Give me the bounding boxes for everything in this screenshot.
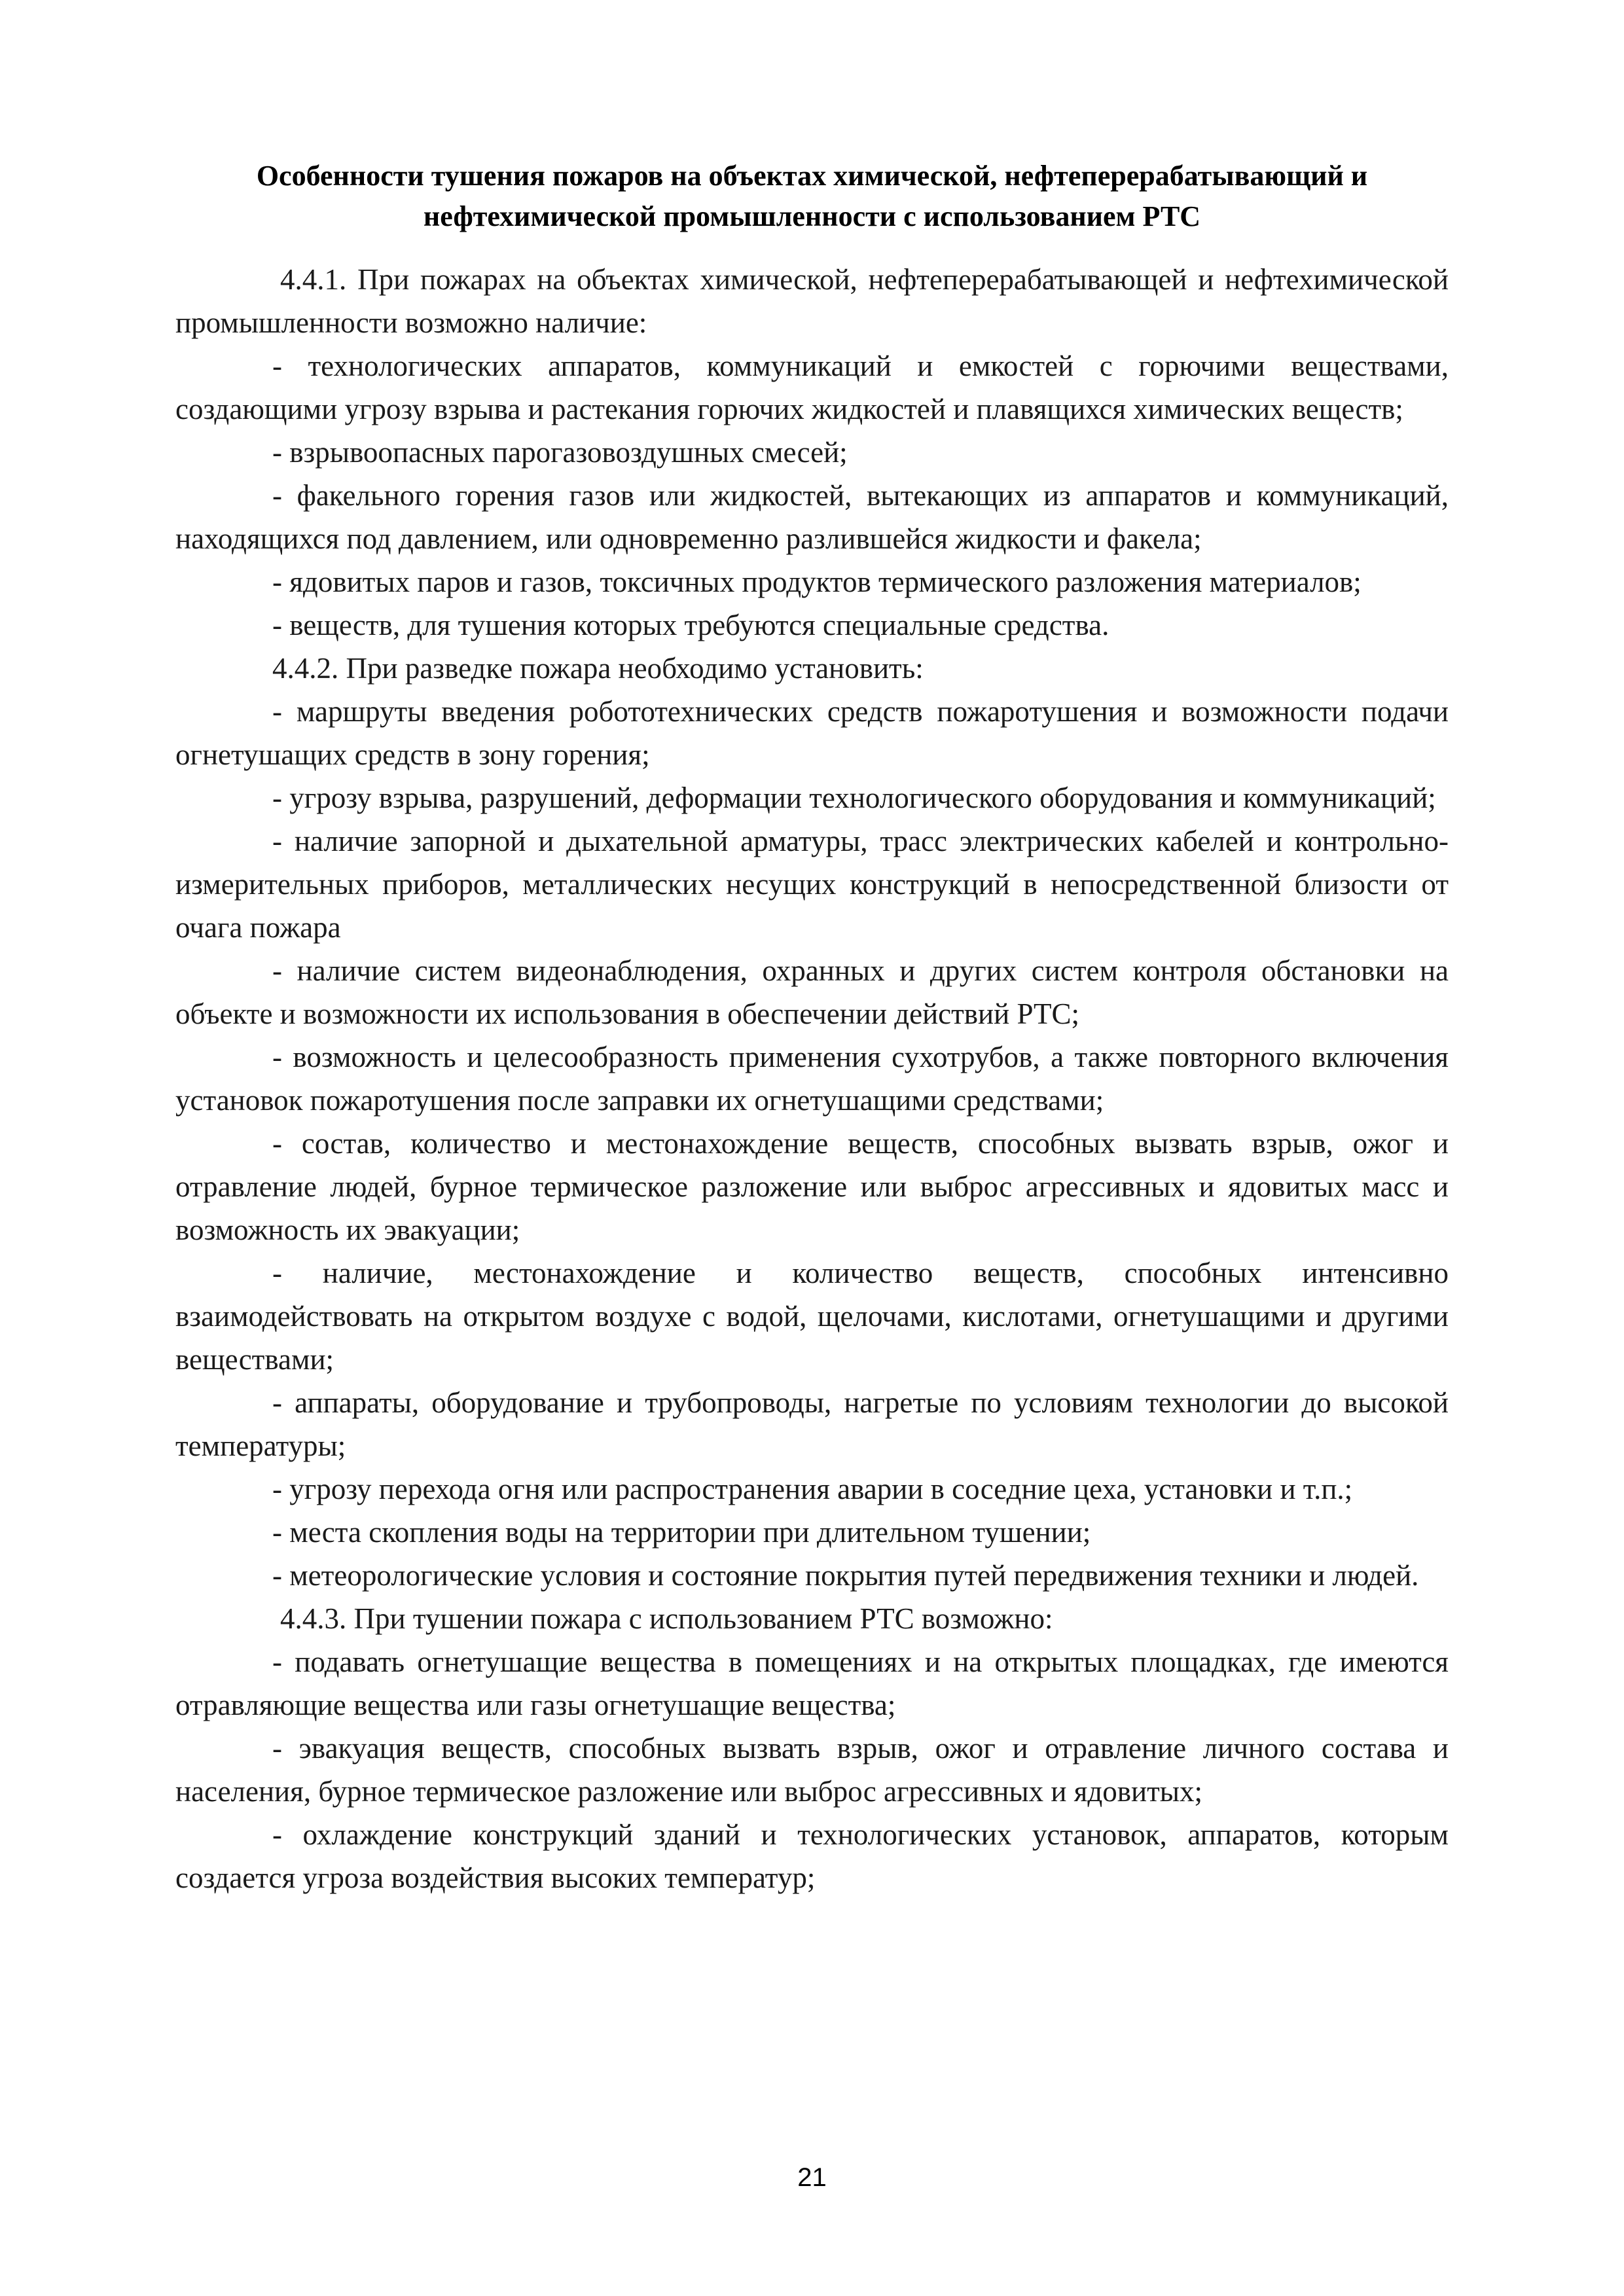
section-heading bbox=[175, 156, 1449, 237]
paragraph-4-4-3: 4.4.3. При тушении пожара с использованием РТС возможно: bbox=[280, 1602, 1053, 1635]
list-item: - состав, количество и местонахождение веществ, способных вызвать взрыв, ожог и отравление людей, бурное термическое разложение или выброс агрессивных и ядовитых масс и возможность их эвакуации; bbox=[175, 1127, 1449, 1246]
list-item: - угрозу взрыва, разрушений, деформации технологического оборудования и коммуникаций; bbox=[272, 781, 1436, 814]
list-item: - метеорологические условия и состояние покрытия путей передвижения техники и людей. bbox=[272, 1559, 1419, 1592]
heading-line-1: Особенности тушения пожаров на объектах химической, нефтеперерабатывающий и bbox=[256, 160, 1368, 192]
list-item: - места скопления воды на территории при длительном тушении; bbox=[272, 1516, 1091, 1549]
list-item: - наличие запорной и дыхательной арматуры, трасс электрических кабелей и контрольно-измерительных приборов, металлических несущих конструкций в непосредственной близости от очага пожара bbox=[175, 825, 1449, 944]
list-item: - технологических аппаратов, коммуникаций и емкостей с горючими веществами, создающими угрозу взрыва и растекания горючих жидкостей и плавящихся химических веществ; bbox=[175, 350, 1449, 425]
paragraph-4-4-1: 4.4.1. При пожарах на объектах химической, нефтеперерабатывающей и нефтехимической промышленности возможно наличие: bbox=[175, 263, 1449, 339]
list-item: - маршруты введения робототехнических средств пожаротушения и возможности подачи огнетушащих средств в зону горения; bbox=[175, 695, 1449, 771]
list-item: - охлаждение конструкций зданий и технологических установок, аппаратов, которым создается угроза воздействия высоких температур; bbox=[175, 1818, 1449, 1894]
list-item: - аппараты, оборудование и трубопроводы, нагретые по условиям технологии до высокой температуры; bbox=[175, 1386, 1449, 1462]
list-item: - веществ, для тушения которых требуются специальные средства. bbox=[272, 609, 1110, 641]
paragraph-4-4-2: 4.4.2. При разведке пожара необходимо установить: bbox=[272, 652, 924, 685]
page-number: 21 bbox=[797, 2163, 827, 2192]
list-item: - эвакуация веществ, способных вызвать взрыв, ожог и отравление личного состава и населения, бурное термическое разложение или выброс агрессивных и ядовитых; bbox=[175, 1732, 1449, 1808]
list-item: - угрозу перехода огня или распространения аварии в соседние цеха, установки и т.п.; bbox=[272, 1473, 1353, 1505]
list-item: - факельного горения газов или жидкостей, вытекающих из аппаратов и коммуникаций, находящихся под давлением, или одновременно разлившейся жидкости и факела; bbox=[175, 479, 1449, 555]
body-text bbox=[175, 258, 1449, 1899]
list-item: - наличие систем видеонаблюдения, охранных и других систем контроля обстановки на объекте и возможности их использования в обеспечении действий РТС; bbox=[175, 954, 1449, 1030]
list-item: - наличие, местонахождение и количество веществ, способных интенсивно взаимодействовать на открытом воздухе с водой, щелочами, кислотами, огнетушащими и другими веществами; bbox=[175, 1257, 1449, 1376]
list-item: - возможность и целесообразность применения сухотрубов, а также повторного включения установок пожаротушения после заправки их огнетушащими средствами; bbox=[175, 1041, 1449, 1117]
heading-line-2: нефтехимической промышленности с использованием РТС bbox=[423, 200, 1201, 232]
list-item: - ядовитых паров и газов, токсичных продуктов термического разложения материалов; bbox=[272, 565, 1362, 598]
list-item: - взрывоопасных парогазовоздушных смесей; bbox=[272, 436, 848, 469]
list-item: - подавать огнетушащие вещества в помещениях и на открытых площадках, где имеются отравляющие вещества или газы огнетушащие вещества; bbox=[175, 1645, 1449, 1721]
